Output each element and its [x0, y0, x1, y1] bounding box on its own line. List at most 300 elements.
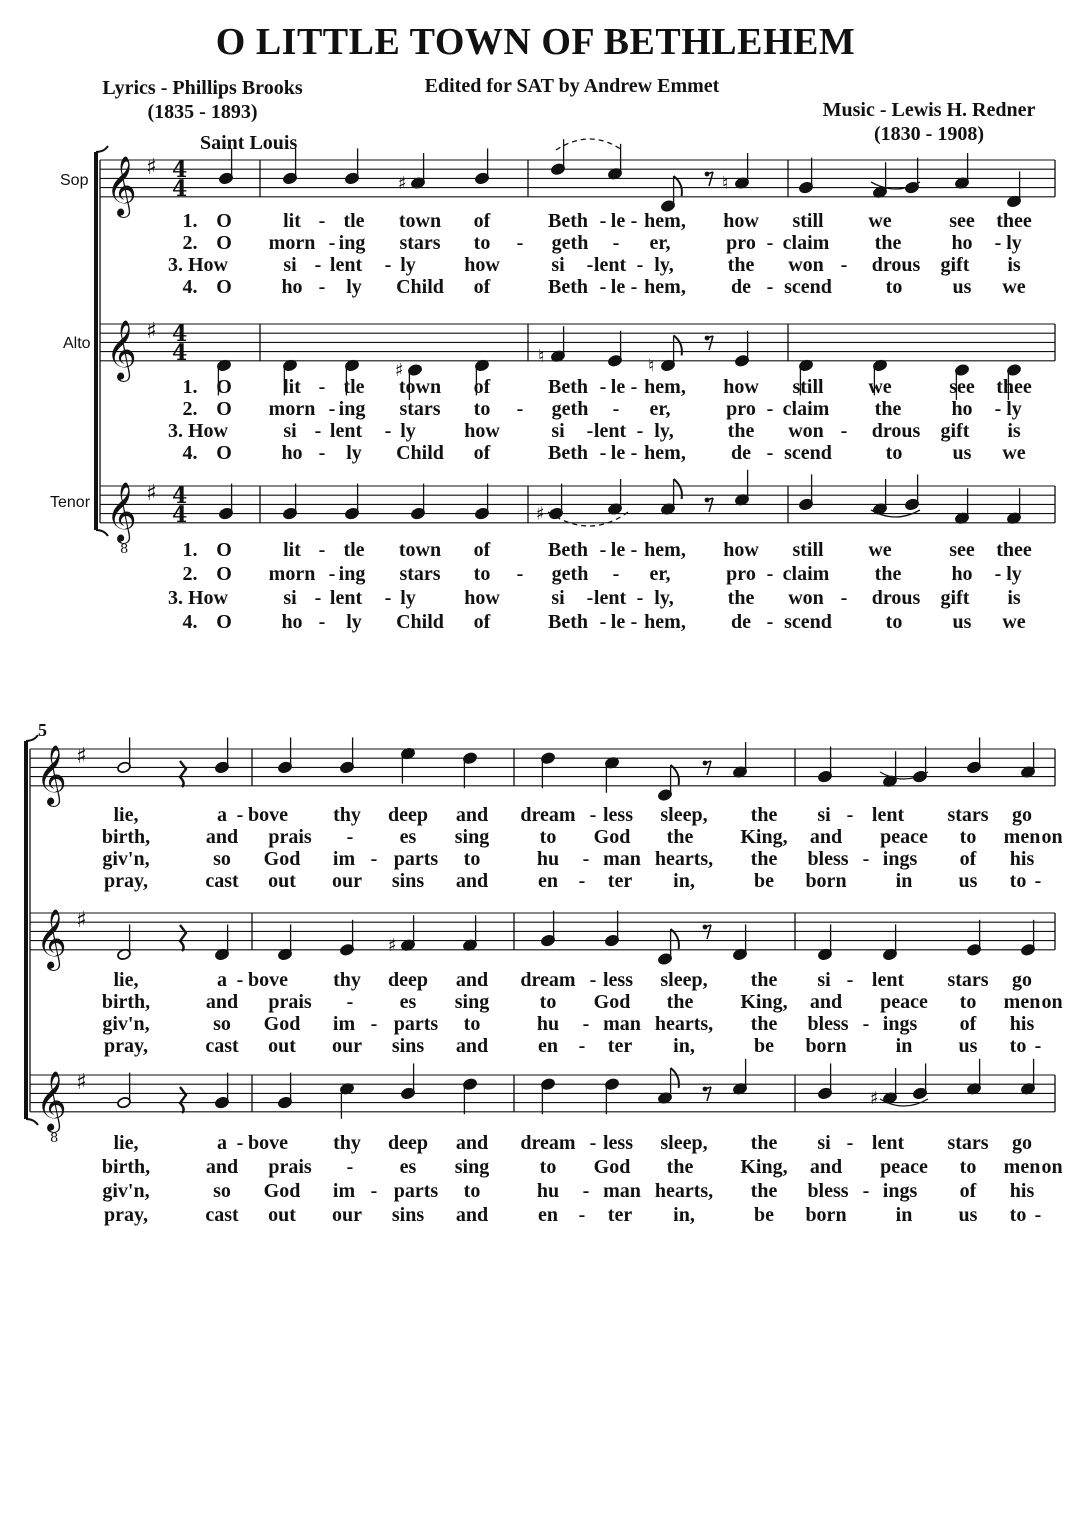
- lyric-syllable: deep: [388, 1132, 428, 1154]
- lyric-syllable: 3. How: [168, 420, 228, 442]
- lyric-syllable: ho: [951, 563, 973, 585]
- lyric-syllable: is: [1007, 420, 1021, 442]
- treble-clef-icon: 𝄞: [106, 155, 137, 216]
- lyric-syllable: bove: [248, 1132, 288, 1154]
- lyric-syllable: le: [610, 276, 626, 298]
- lyric-syllable: still: [792, 210, 824, 232]
- lyric-syllable: O: [216, 398, 232, 420]
- lyric-syllable: is: [1007, 254, 1021, 276]
- key-signature-sharp-icon: ♯: [146, 155, 157, 180]
- accidental-icon: ♮: [648, 355, 655, 377]
- voice-label-tenor: Tenor: [50, 494, 91, 511]
- note-flag: [671, 765, 679, 785]
- lyric-syllable: Beth: [548, 442, 588, 464]
- lyric-syllable: prais: [268, 826, 312, 848]
- lyric-syllable: hearts,: [654, 1013, 714, 1035]
- lyric-syllable: go: [1012, 1132, 1032, 1154]
- lyric-syllable: 3. How: [168, 587, 228, 609]
- lyric-syllable: -: [586, 420, 594, 442]
- lyric-syllable: giv'n,: [102, 1013, 150, 1035]
- lyric-syllable: the: [750, 1132, 778, 1154]
- lyric-syllable: God: [593, 1156, 631, 1178]
- lyric-syllable: si: [817, 969, 831, 991]
- lyric-syllable: le: [610, 539, 626, 561]
- treble-clef-icon: 𝄞: [36, 1070, 67, 1131]
- lyric-syllable: hem,: [644, 276, 686, 298]
- accidental-icon: ♮: [538, 346, 545, 368]
- lyric-syllable: how: [723, 376, 759, 398]
- lyric-syllable: birth,: [101, 1156, 151, 1178]
- lyric-syllable: peace: [880, 1156, 928, 1178]
- lyric-syllable: deep: [388, 804, 428, 826]
- lyric-syllable: sing: [454, 991, 490, 1013]
- lyric-syllable: ing: [338, 232, 366, 254]
- lyric-syllable: thy: [333, 969, 361, 991]
- lyric-syllable: the: [727, 420, 755, 442]
- lyric-syllable: bless: [807, 1180, 849, 1202]
- lyric-syllable: dream: [520, 1132, 576, 1154]
- lyric-syllable: man: [603, 1013, 641, 1035]
- lyric-syllable: the: [874, 563, 902, 585]
- lyric-syllable: pray,: [104, 870, 148, 892]
- lyric-syllable: Child: [396, 442, 444, 464]
- lyric-syllable: the: [750, 1180, 778, 1202]
- lyric-syllable: Beth: [548, 539, 588, 561]
- lyric-syllable: King,: [740, 826, 788, 848]
- lyric-syllable: man: [603, 1180, 641, 1202]
- lyric-syllable: and: [455, 969, 489, 991]
- lyric-syllable: -: [994, 398, 1002, 420]
- eighth-rest-stroke: [707, 1087, 711, 1101]
- lyric-syllable: ly,: [654, 587, 674, 609]
- lyric-syllable: thy: [333, 1132, 361, 1154]
- lyric-syllable: -: [630, 611, 638, 633]
- composer-name: Music - Lewis H. Redner: [822, 99, 1036, 121]
- lyric-syllable: -: [384, 254, 392, 276]
- lyric-syllable: to: [539, 1156, 557, 1178]
- lyric-syllable: ly: [346, 276, 362, 298]
- lyric-syllable: -: [370, 1013, 378, 1035]
- lyric-syllable: 2.: [182, 232, 198, 254]
- lyric-syllable: men: [1003, 826, 1041, 848]
- lyric-syllable: less: [603, 804, 633, 826]
- lyric-syllable: to: [463, 1013, 481, 1035]
- lyric-syllable: of: [473, 276, 491, 298]
- lyric-syllable: deep: [388, 969, 428, 991]
- lyric-syllable: Beth: [548, 210, 588, 232]
- lyric-syllable: im: [332, 848, 356, 870]
- lyric-syllable: -: [994, 563, 1002, 585]
- lyric-syllable: en: [538, 870, 558, 892]
- treble-clef-icon: 𝄞: [106, 481, 137, 542]
- lyric-syllable: -: [636, 587, 644, 609]
- lyric-syllable: 2.: [182, 563, 198, 585]
- lyric-syllable: stars: [399, 232, 441, 254]
- lyric-syllable: parts: [393, 848, 439, 870]
- lyric-syllable: ter: [607, 870, 633, 892]
- key-signature-sharp-icon: ♯: [76, 744, 87, 769]
- lyric-syllable: -: [1034, 1204, 1042, 1226]
- lyric-syllable: -: [599, 210, 607, 232]
- lyric-syllable: Child: [396, 611, 444, 633]
- lyric-syllable: lit: [283, 539, 301, 561]
- lyric-syllable: -: [589, 804, 597, 826]
- lyric-syllable: -: [862, 1013, 870, 1035]
- lyric-syllable: a: [217, 1132, 227, 1154]
- lyric-syllable: -: [612, 232, 620, 254]
- lyric-syllable: lie,: [113, 1132, 139, 1154]
- lyric-syllable: in: [895, 1204, 913, 1226]
- lyric-syllable: -: [578, 1204, 586, 1226]
- lyric-syllable: birth,: [101, 826, 151, 848]
- lyric-syllable: -: [1034, 1035, 1042, 1057]
- lyric-syllable: -: [328, 398, 336, 420]
- lyric-syllable: town: [398, 376, 442, 398]
- lyric-syllable: -: [318, 539, 326, 561]
- lyric-syllable: morn: [268, 398, 316, 420]
- lyric-syllable: won: [788, 420, 824, 442]
- eighth-rest-stroke: [709, 336, 713, 350]
- lyric-syllable: -: [630, 539, 638, 561]
- lyric-syllable: -: [314, 587, 322, 609]
- lyric-syllable: man: [603, 848, 641, 870]
- lyric-syllable: dream: [520, 804, 576, 826]
- lyric-syllable: -: [370, 848, 378, 870]
- lyric-syllable: prais: [268, 991, 312, 1013]
- lyric-syllable: the: [874, 398, 902, 420]
- lyricist-dates: (1835 - 1893): [147, 101, 258, 123]
- lyric-syllable: in: [895, 870, 913, 892]
- lyric-syllable: Beth: [548, 611, 588, 633]
- lyric-syllable: -: [599, 539, 607, 561]
- lyric-syllable: hearts,: [654, 1180, 714, 1202]
- lyric-syllable: ly: [400, 587, 416, 609]
- lyric-syllable: the: [666, 826, 694, 848]
- lyric-syllable: im: [332, 1180, 356, 1202]
- lyric-syllable: -: [346, 826, 354, 848]
- lyric-syllable: our: [332, 870, 362, 892]
- key-signature-sharp-icon: ♯: [146, 319, 157, 344]
- lyric-syllable: on: [1041, 1156, 1063, 1178]
- tune-name: Saint Louis: [200, 132, 298, 154]
- lyric-syllable: scend: [784, 442, 832, 464]
- lyric-syllable: -: [766, 398, 774, 420]
- composer-dates: (1830 - 1908): [874, 123, 984, 145]
- eighth-rest-stroke: [709, 172, 713, 186]
- lyric-syllable: prais: [268, 1156, 312, 1178]
- lyric-syllable: in,: [673, 1035, 695, 1057]
- eighth-rest-stroke: [709, 498, 713, 512]
- lyric-syllable: so: [213, 848, 231, 870]
- lyric-syllable: -: [578, 870, 586, 892]
- lyric-syllable: claim: [782, 232, 830, 254]
- lyric-syllable: lie,: [113, 804, 139, 826]
- lyric-syllable: to: [1009, 870, 1027, 892]
- lyric-syllable: we: [868, 376, 892, 398]
- time-signature-bottom: 4: [172, 340, 188, 366]
- lyric-syllable: of: [473, 539, 491, 561]
- lyric-syllable: King,: [740, 1156, 788, 1178]
- lyric-syllable: ly: [1006, 398, 1022, 420]
- lyric-syllable: gift: [940, 587, 970, 609]
- lyric-syllable: -: [994, 232, 1002, 254]
- lyric-syllable: a: [217, 969, 227, 991]
- lyric-syllable: sins: [391, 870, 425, 892]
- lyric-syllable: sing: [454, 826, 490, 848]
- lyric-syllable: -: [840, 254, 848, 276]
- lyric-syllable: ly,: [654, 254, 674, 276]
- lyric-syllable: si: [283, 420, 297, 442]
- lyric-syllable: -: [862, 1180, 870, 1202]
- lyric-syllable: of: [473, 611, 491, 633]
- lyric-syllable: won: [788, 254, 824, 276]
- lyric-syllable: de: [731, 442, 751, 464]
- lyric-syllable: hu: [536, 1180, 560, 1202]
- lyric-syllable: tle: [343, 210, 365, 232]
- lyric-syllable: to: [463, 1180, 481, 1202]
- lyric-syllable: and: [809, 1156, 843, 1178]
- lyric-syllable: -: [846, 969, 854, 991]
- lyric-syllable: is: [1007, 587, 1021, 609]
- lyric-syllable: his: [1009, 1013, 1035, 1035]
- treble-clef-icon: 𝄞: [106, 319, 137, 380]
- lyric-syllable: -: [630, 376, 638, 398]
- note-flag: [674, 335, 682, 355]
- octave-marker: 8: [50, 1130, 59, 1146]
- lyric-syllable: hem,: [644, 210, 686, 232]
- lyric-syllable: Beth: [548, 276, 588, 298]
- lyric-syllable: -: [384, 587, 392, 609]
- lyric-syllable: and: [809, 826, 843, 848]
- lyric-syllable: -: [370, 1180, 378, 1202]
- lyric-syllable: us: [952, 611, 972, 633]
- lyric-syllable: en: [538, 1204, 558, 1226]
- lyric-syllable: -: [862, 848, 870, 870]
- lyric-syllable: le: [610, 210, 626, 232]
- lyric-syllable: peace: [880, 826, 928, 848]
- lyric-syllable: born: [805, 1204, 847, 1226]
- lyric-syllable: born: [805, 870, 847, 892]
- lyric-syllable: sing: [454, 1156, 490, 1178]
- lyric-syllable: si: [817, 1132, 831, 1154]
- lyric-syllable: -: [318, 442, 326, 464]
- lyric-syllable: geth: [551, 398, 589, 420]
- lyric-syllable: and: [455, 804, 489, 826]
- lyric-syllable: ly: [1006, 232, 1022, 254]
- lyric-syllable: hem,: [644, 539, 686, 561]
- lyric-syllable: stars: [947, 804, 989, 826]
- lyric-syllable: O: [216, 232, 232, 254]
- lyric-syllable: -: [599, 276, 607, 298]
- lyric-syllable: -: [589, 969, 597, 991]
- lyric-syllable: claim: [782, 398, 830, 420]
- lyric-syllable: still: [792, 376, 824, 398]
- lyric-syllable: to: [473, 232, 491, 254]
- editor-credit: Edited for SAT by Andrew Emmet: [424, 75, 720, 97]
- time-signature-bottom: 4: [172, 176, 188, 202]
- lyric-syllable: to: [959, 826, 977, 848]
- lyric-syllable: we: [868, 539, 892, 561]
- lyric-syllable: -: [766, 276, 774, 298]
- lyric-syllable: stars: [399, 398, 441, 420]
- lyric-syllable: the: [750, 1013, 778, 1035]
- time-signature-top: 4: [172, 157, 188, 183]
- song-title: O LITTLE TOWN OF BETHLEHEM: [215, 21, 856, 63]
- lyric-syllable: -: [586, 587, 594, 609]
- lyric-syllable: -: [1034, 870, 1042, 892]
- lyric-syllable: morn: [268, 232, 316, 254]
- time-signature-bottom: 4: [172, 502, 188, 528]
- lyric-syllable: tle: [343, 539, 365, 561]
- lyric-syllable: lent: [329, 587, 363, 609]
- lyric-syllable: -: [766, 611, 774, 633]
- lyric-syllable: hearts,: [654, 848, 714, 870]
- eighth-rest-stroke: [707, 925, 711, 939]
- lyric-syllable: 4.: [182, 276, 198, 298]
- lyric-syllable: men: [1003, 1156, 1041, 1178]
- lyric-syllable: go: [1012, 804, 1032, 826]
- lyric-syllable: out: [268, 1035, 296, 1057]
- lyric-syllable: to: [539, 826, 557, 848]
- lyric-syllable: cast: [205, 1204, 239, 1226]
- lyric-syllable: drous: [871, 420, 921, 442]
- lyric-syllable: God: [263, 848, 301, 870]
- lyric-syllable: and: [205, 1156, 239, 1178]
- lyric-syllable: our: [332, 1035, 362, 1057]
- lyric-syllable: ing: [338, 563, 366, 585]
- lyric-syllable: so: [213, 1180, 231, 1202]
- lyric-syllable: 1.: [182, 210, 198, 232]
- lyric-syllable: of: [959, 1013, 977, 1035]
- lyric-syllable: born: [805, 1035, 847, 1057]
- lyric-syllable: us: [958, 870, 978, 892]
- lyric-syllable: ly,: [654, 420, 674, 442]
- lyric-syllable: men: [1003, 991, 1041, 1013]
- lyric-syllable: lent: [329, 420, 363, 442]
- lyric-syllable: ho: [281, 611, 303, 633]
- lyric-syllable: how: [723, 539, 759, 561]
- lyric-syllable: -: [612, 398, 620, 420]
- lyric-syllable: us: [958, 1035, 978, 1057]
- lyric-syllable: sleep,: [660, 1132, 708, 1154]
- lyric-syllable: ing: [338, 398, 366, 420]
- lyric-syllable: bove: [248, 969, 288, 991]
- lyric-syllable: hem,: [644, 442, 686, 464]
- eighth-rest-stroke: [707, 761, 711, 775]
- lyric-syllable: si: [551, 587, 565, 609]
- lyric-syllable: O: [216, 539, 232, 561]
- lyric-syllable: er,: [649, 232, 671, 254]
- lyric-syllable: le: [610, 442, 626, 464]
- lyric-syllable: birth,: [101, 991, 151, 1013]
- lyric-syllable: to: [463, 848, 481, 870]
- lyric-syllable: -: [582, 1013, 590, 1035]
- lyric-syllable: ings: [882, 848, 918, 870]
- lyric-syllable: on: [1041, 826, 1063, 848]
- lyric-syllable: es: [399, 991, 417, 1013]
- lyric-syllable: sleep,: [660, 969, 708, 991]
- lyric-syllable: in,: [673, 870, 695, 892]
- lyric-syllable: -: [328, 232, 336, 254]
- lyric-syllable: O: [216, 276, 232, 298]
- lyric-syllable: hem,: [644, 376, 686, 398]
- lyric-syllable: Child: [396, 276, 444, 298]
- lyric-syllable: see: [949, 539, 975, 561]
- lyric-syllable: thee: [996, 210, 1032, 232]
- lyric-syllable: how: [464, 420, 500, 442]
- lyric-syllable: pro: [726, 232, 756, 254]
- lyric-syllable: si: [817, 804, 831, 826]
- lyric-syllable: ly: [400, 420, 416, 442]
- lyric-syllable: 1.: [182, 376, 198, 398]
- accidental-icon: ♯: [398, 173, 407, 194]
- lyric-syllable: -: [318, 210, 326, 232]
- key-signature-sharp-icon: ♯: [146, 481, 157, 506]
- measure-number: 5: [38, 720, 47, 740]
- lyric-syllable: -: [582, 848, 590, 870]
- lyric-syllable: see: [949, 210, 975, 232]
- lyric-syllable: cast: [205, 1035, 239, 1057]
- lyric-syllable: his: [1009, 1180, 1035, 1202]
- key-signature-sharp-icon: ♯: [76, 1070, 87, 1095]
- lyric-syllable: scend: [784, 276, 832, 298]
- lyric-syllable: -: [516, 398, 524, 420]
- lyric-syllable: pray,: [104, 1204, 148, 1226]
- lyric-syllable: -: [630, 276, 638, 298]
- lyric-syllable: le: [610, 376, 626, 398]
- lyric-syllable: the: [727, 587, 755, 609]
- lyric-syllable: of: [473, 376, 491, 398]
- lyric-syllable: lent: [871, 804, 905, 826]
- lyric-syllable: gift: [940, 420, 970, 442]
- lyric-syllable: sins: [391, 1204, 425, 1226]
- lyric-syllable: O: [216, 563, 232, 585]
- lyric-syllable: O: [216, 611, 232, 633]
- lyric-syllable: pro: [726, 398, 756, 420]
- lyric-syllable: bove: [248, 804, 288, 826]
- lyric-syllable: to: [473, 398, 491, 420]
- lyric-syllable: er,: [649, 398, 671, 420]
- octave-marker: 8: [120, 541, 129, 557]
- lyric-syllable: and: [455, 1035, 489, 1057]
- note-flag: [671, 1068, 679, 1088]
- lyric-syllable: -: [766, 232, 774, 254]
- lyric-syllable: -: [636, 254, 644, 276]
- lyric-syllable: de: [731, 611, 751, 633]
- lyric-syllable: ly: [346, 611, 362, 633]
- lyric-syllable: thee: [996, 376, 1032, 398]
- lyric-syllable: -: [236, 1132, 244, 1154]
- time-signature-top: 4: [172, 321, 188, 347]
- lyric-syllable: so: [213, 1013, 231, 1035]
- lyric-syllable: King,: [740, 991, 788, 1013]
- lyric-syllable: the: [750, 969, 778, 991]
- lyric-syllable: scend: [784, 611, 832, 633]
- lyric-syllable: God: [593, 826, 631, 848]
- lyric-syllable: to: [885, 611, 903, 633]
- lyric-syllable: lent: [871, 1132, 905, 1154]
- lyric-syllable: -: [328, 563, 336, 585]
- lyric-syllable: still: [792, 539, 824, 561]
- lyric-syllable: less: [603, 1132, 633, 1154]
- lyric-syllable: the: [750, 848, 778, 870]
- lyric-syllable: lent: [593, 254, 627, 276]
- lyric-syllable: 1.: [182, 539, 198, 561]
- lyric-syllable: sins: [391, 1035, 425, 1057]
- lyric-syllable: -: [589, 1132, 597, 1154]
- voice-label-alto: Alto: [63, 335, 91, 352]
- note-flag: [674, 479, 682, 499]
